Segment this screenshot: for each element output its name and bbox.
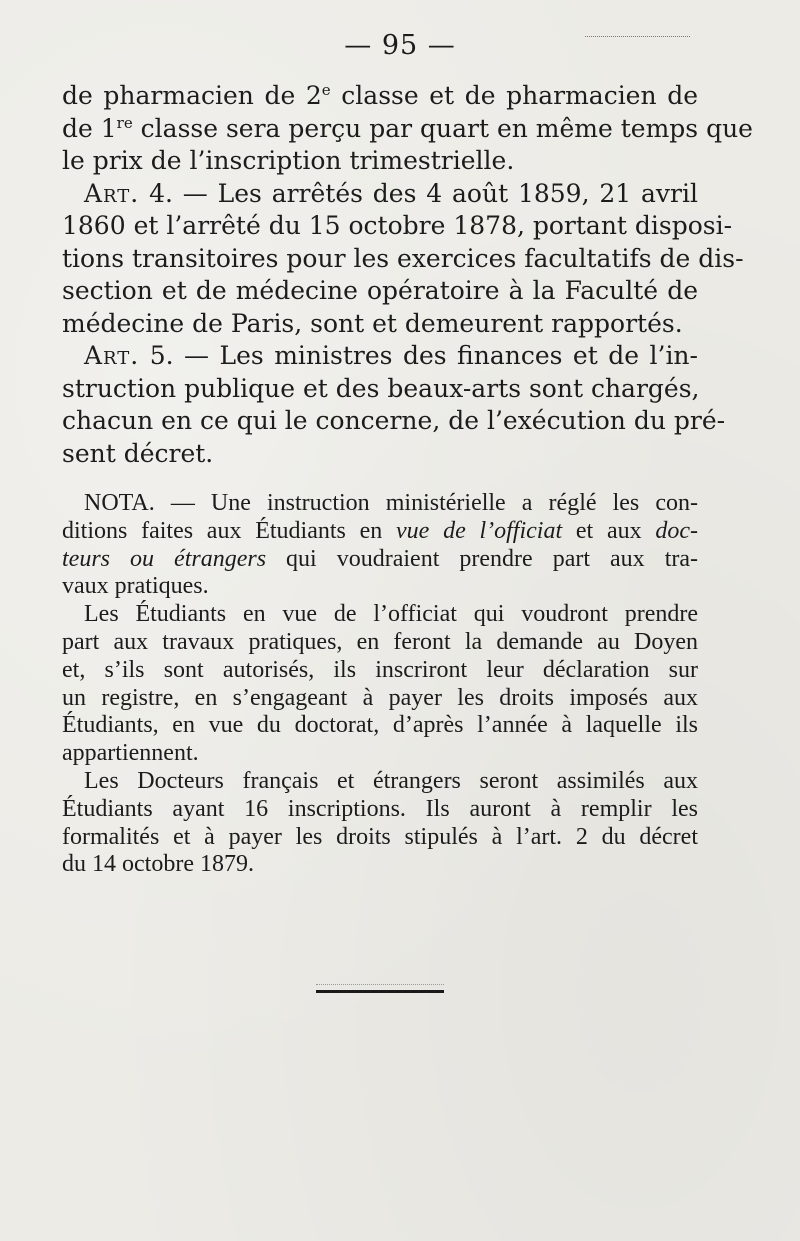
- italic-text: teurs ou étrangers: [62, 545, 267, 572]
- article-label: Art.: [84, 178, 140, 208]
- nota-line: [62, 546, 698, 574]
- nota-line: NOTA. — Une instruction ministérielle a réglé les con-: [84, 490, 698, 516]
- page-number: — 95 —: [344, 30, 456, 61]
- nota-line: vaux pratiques.: [62, 573, 209, 600]
- decree-line: 1860 et l’arrêté du 15 octobre 1878, portant disposi-: [62, 211, 733, 240]
- superscript: re: [116, 113, 133, 132]
- italic-text: doc-: [655, 517, 698, 544]
- decree-line: [62, 113, 753, 146]
- nota-line: Les Docteurs français et étrangers seront assimilés aux: [84, 767, 698, 794]
- text-fragment: — Les arrêtés des 4 août 1859, 21 avril: [172, 178, 698, 208]
- nota-line: [62, 518, 698, 546]
- text-fragment: classe et de pharmacien de: [330, 81, 698, 110]
- corner-mark: [585, 36, 690, 37]
- decree-line: le prix de l’inscription trimestrielle.: [62, 146, 515, 175]
- nota-section: [62, 490, 698, 879]
- nota-line: Les Étudiants en vue de l’officiat qui voudront prendre: [84, 601, 698, 628]
- nota-line: et, s’ils sont autorisés, ils inscriront leur déclaration sur: [62, 656, 698, 683]
- superscript: e: [321, 81, 331, 99]
- decree-line: chacun en ce qui le concerne, de l’exécution du pré-: [62, 406, 726, 435]
- decree-line: [62, 80, 698, 113]
- text-fragment: de 1: [62, 113, 117, 143]
- article-number: 4.: [139, 178, 173, 208]
- italic-text: vue de l’officiat: [396, 517, 563, 544]
- nota-line: part aux travaux pratiques, en feront la demande au Doyen: [62, 628, 698, 655]
- article-5-heading: [62, 340, 698, 373]
- end-divider: [316, 990, 444, 993]
- article-label: Art.: [84, 341, 140, 370]
- text-fragment: qui voudraient prendre part aux tra-: [266, 545, 698, 572]
- text-fragment: ditions faites aux Étudiants en: [62, 517, 397, 544]
- decree-line: section et de médecine opératoire à la Faculté de: [62, 276, 698, 305]
- decree-line: sent décret.: [62, 438, 214, 468]
- divider-faint: [316, 984, 444, 985]
- text-fragment: de pharmacien de 2: [62, 81, 322, 110]
- nota-line: un registre, en s’engageant à payer les droits imposés aux: [62, 684, 698, 711]
- decree-line: struction publique et des beaux-arts sont chargés,: [62, 373, 700, 403]
- article-number: 5.: [139, 341, 174, 370]
- nota-line: du 14 octobre 1879.: [62, 851, 254, 878]
- decree-line: tions transitoires pour les exercices facultatifs de dis-: [62, 243, 744, 273]
- nota-line: appartiennent.: [62, 740, 199, 767]
- nota-line: Étudiants, en vue du doctorat, d’après l’année à laquelle ils: [62, 712, 698, 739]
- article-4-heading: [62, 178, 698, 211]
- nota-line: formalités et à payer les droits stipulés à l’art. 2 du décret: [62, 823, 698, 850]
- decree-text: [62, 80, 753, 470]
- text-fragment: classe sera perçu par quart en même temps que: [132, 113, 753, 143]
- text-fragment: et aux: [562, 517, 656, 544]
- decree-line: médecine de Paris, sont et demeurent rapportés.: [62, 308, 683, 338]
- nota-line: Étudiants ayant 16 inscriptions. Ils auront à remplir les: [62, 795, 698, 822]
- text-fragment: — Les ministres des finances et de l’in-: [173, 341, 698, 370]
